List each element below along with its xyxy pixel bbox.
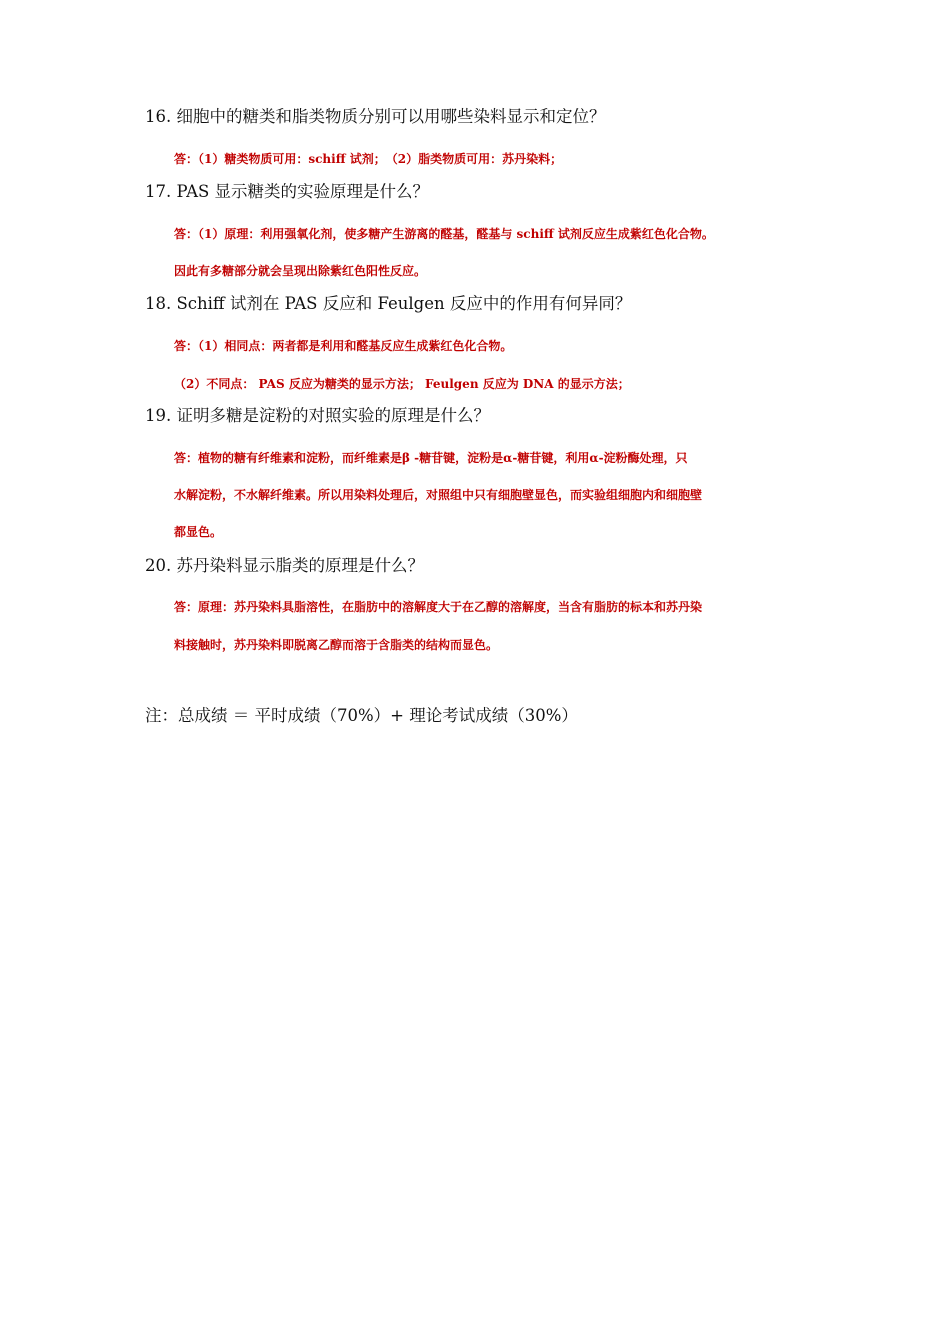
answer-19-line-3: 都显色。 bbox=[174, 525, 223, 539]
question-17: 17. PAS 显示糖类的实验原理是什么？ bbox=[145, 182, 430, 201]
answer-20-line-1: 答：原理：苏丹染料具脂溶性，在脂肪中的溶解度大于在乙醇的溶解度，当含有脂肪的标本和苏丹染 bbox=[174, 600, 703, 614]
grading-note: 注：总成绩 ＝ 平时成绩（70%）+ 理论考试成绩（30%） bbox=[145, 706, 578, 725]
question-19: 19. 证明多糖是淀粉的对照实验的原理是什么？ bbox=[145, 406, 490, 425]
answer-16-line-1: 答：（1）糖类物质可用：schiff 试剂； （2）脂类物质可用：苏丹染料； bbox=[174, 152, 563, 166]
answer-20-line-2: 料接触时，苏丹染料即脱离乙醇而溶于含脂类的结构而显色。 bbox=[174, 638, 499, 652]
answer-18-line-2: （2）不同点： PAS 反应为糖类的显示方法； Feulgen 反应为 DNA 的显示方法； bbox=[174, 377, 630, 391]
answer-17-line-1: 答：（1）原理：利用强氧化剂，使多糖产生游离的醛基，醛基与 schiff 试剂反应生成紫红色化合物。 bbox=[174, 227, 714, 241]
answer-19-line-2: 水解淀粉，不水解纤维素。所以用染料处理后，对照组中只有细胞壁显色，而实验组细胞内和细胞壁 bbox=[174, 488, 703, 502]
answer-19-line-1: 答：植物的糖有纤维素和淀粉，而纤维素是β -糖苷键，淀粉是α-糖苷键，利用α-淀粉酶处理，只 bbox=[174, 451, 688, 465]
question-20: 20. 苏丹染料显示脂类的原理是什么？ bbox=[145, 556, 424, 575]
answer-17-line-2: 因此有多糖部分就会呈现出除紫红色阳性反应。 bbox=[174, 264, 427, 278]
answer-18-line-1: 答：（1）相同点：两者都是利用和醛基反应生成紫红色化合物。 bbox=[174, 339, 513, 353]
question-18: 18. Schiff 试剂在 PAS 反应和 Feulgen 反应中的作用有何异同？ bbox=[145, 294, 632, 313]
question-16: 16. 细胞中的糖类和脂类物质分别可以用哪些染料显示和定位？ bbox=[145, 107, 606, 126]
